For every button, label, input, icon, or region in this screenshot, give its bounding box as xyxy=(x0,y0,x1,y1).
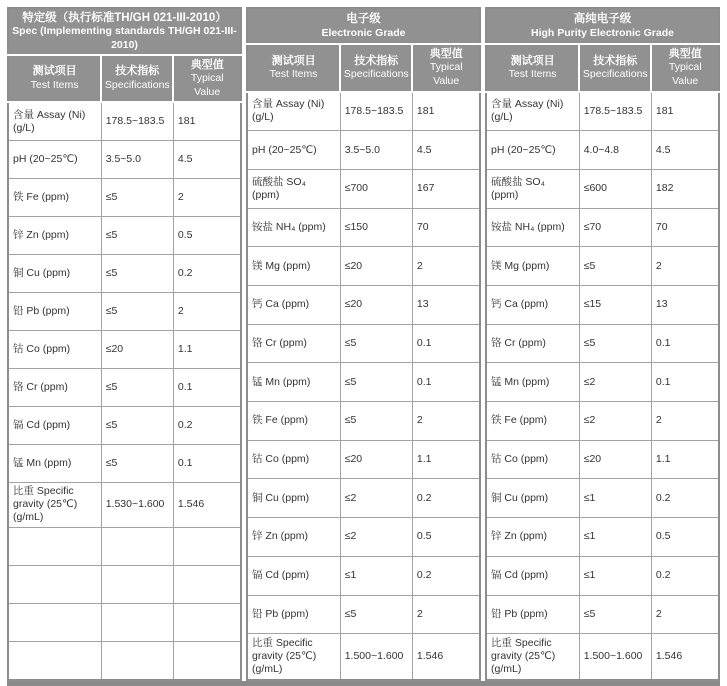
cell-specification: ≤5 xyxy=(101,217,173,255)
cell-test-item: 铁 Fe (ppm) xyxy=(247,402,340,441)
table-row xyxy=(8,369,241,407)
table-row xyxy=(8,565,241,603)
cell-typical-value: 1.546 xyxy=(651,634,719,680)
table-row xyxy=(486,440,719,479)
cell-test-item: 钴 Co (ppm) xyxy=(247,440,340,479)
column-header-zh: 测试项目 xyxy=(271,54,316,67)
grade-table-spec xyxy=(7,7,242,681)
cell-specification: ≤1 xyxy=(579,518,651,557)
cell-specification: ≤2 xyxy=(340,479,412,518)
group-title-zh: 电子级 xyxy=(346,13,381,26)
group-header-row xyxy=(486,8,719,44)
group-title-en: High Purity Electronic Grade xyxy=(531,26,674,39)
cell-specification: ≤1 xyxy=(579,479,651,518)
cell-typical-value: 2 xyxy=(412,402,480,441)
column-header-typical-value xyxy=(651,44,719,92)
column-header-typical-value xyxy=(173,55,241,103)
cell-test-item xyxy=(8,641,101,680)
table-row xyxy=(247,440,480,479)
table-row xyxy=(8,603,241,641)
table-row xyxy=(486,595,719,634)
cell-test-item: 比重 Specific gravity (25℃) (g/mL) xyxy=(486,634,579,680)
cell-typical-value: 70 xyxy=(651,208,719,247)
cell-typical-value: 0.1 xyxy=(412,363,480,402)
cell-typical-value: 182 xyxy=(651,169,719,208)
group-header xyxy=(8,8,241,55)
cell-test-item: 镁 Mg (ppm) xyxy=(247,247,340,286)
column-header-en: Specifications xyxy=(104,78,170,91)
table-row xyxy=(247,92,480,131)
cell-specification: ≤20 xyxy=(340,440,412,479)
column-header-test-items xyxy=(247,44,340,92)
cell-specification xyxy=(101,641,173,680)
column-header-en: Test Items xyxy=(30,78,79,91)
cell-specification: 1.500~1.600 xyxy=(579,634,651,680)
cell-typical-value: 0.2 xyxy=(651,479,719,518)
table-row xyxy=(8,141,241,179)
cell-typical-value: 1.1 xyxy=(651,440,719,479)
cell-specification: ≤5 xyxy=(579,247,651,286)
spec-table xyxy=(7,7,720,686)
cell-specification: ≤5 xyxy=(340,595,412,634)
cell-specification: 178.5~183.5 xyxy=(101,102,173,141)
cell-specification: 3.5~5.0 xyxy=(101,141,173,179)
cell-specification: ≤1 xyxy=(579,556,651,595)
cell-test-item: 锌 Zn (ppm) xyxy=(486,518,579,557)
cell-specification: 1.530~1.600 xyxy=(101,483,173,527)
grade-table-electronic xyxy=(246,7,481,681)
table-row xyxy=(247,518,480,557)
cell-typical-value: 4.5 xyxy=(173,141,241,179)
table-row xyxy=(8,217,241,255)
cell-test-item: 铜 Cu (ppm) xyxy=(247,479,340,518)
column-header-en: Typical Value xyxy=(668,61,702,87)
column-header-test-items xyxy=(486,44,579,92)
table-row xyxy=(8,445,241,483)
cell-typical-value: 1.1 xyxy=(412,440,480,479)
cell-test-item: 锌 Zn (ppm) xyxy=(8,217,101,255)
table-row xyxy=(247,363,480,402)
cell-specification: ≤5 xyxy=(101,293,173,331)
cell-test-item: 锰 Mn (ppm) xyxy=(247,363,340,402)
column-header-zh: 典型值 xyxy=(429,48,463,60)
table-row xyxy=(8,179,241,217)
cell-test-item: 锌 Zn (ppm) xyxy=(247,518,340,557)
cell-test-item: 钴 Co (ppm) xyxy=(8,331,101,369)
cell-test-item: 锰 Mn (ppm) xyxy=(486,363,579,402)
table-row xyxy=(486,363,719,402)
cell-test-item: 铁 Fe (ppm) xyxy=(8,179,101,217)
column-header-specifications xyxy=(101,55,173,103)
column-header-en: Specifications xyxy=(343,68,409,81)
cell-typical-value: 0.5 xyxy=(173,217,241,255)
cell-test-item: 比重 Specific gravity (25℃) (g/mL) xyxy=(8,483,101,527)
column-header-zh: 测试项目 xyxy=(32,65,77,78)
cell-typical-value: 181 xyxy=(412,92,480,131)
table-row xyxy=(486,634,719,680)
cell-test-item: 钴 Co (ppm) xyxy=(486,440,579,479)
cell-typical-value: 181 xyxy=(651,92,719,131)
cell-specification: ≤20 xyxy=(340,247,412,286)
cell-specification: 178.5~183.5 xyxy=(340,92,412,131)
cell-typical-value xyxy=(173,603,241,641)
group-title-zh: 高纯电子级 xyxy=(573,13,632,26)
cell-typical-value: 0.1 xyxy=(173,369,241,407)
cell-typical-value: 4.5 xyxy=(651,131,719,170)
cell-test-item: 钙 Ca (ppm) xyxy=(486,286,579,325)
cell-typical-value: 2 xyxy=(412,247,480,286)
cell-specification xyxy=(101,527,173,565)
cell-test-item: 锰 Mn (ppm) xyxy=(8,445,101,483)
cell-specification: 4.0~4.8 xyxy=(579,131,651,170)
cell-specification: ≤5 xyxy=(101,369,173,407)
group-title-zh: 特定级（执行标准TH/GH 021-III-2010） xyxy=(22,12,227,24)
cell-typical-value: 2 xyxy=(651,595,719,634)
table-row xyxy=(247,247,480,286)
cell-specification: ≤150 xyxy=(340,208,412,247)
cell-typical-value: 2 xyxy=(173,293,241,331)
cell-specification xyxy=(101,603,173,641)
cell-typical-value: 0.2 xyxy=(173,407,241,445)
cell-test-item: 铁 Fe (ppm) xyxy=(486,402,579,441)
cell-specification: ≤2 xyxy=(340,518,412,557)
group-header-row xyxy=(8,8,241,55)
group-title-en: Spec (Implementing standards TH/GH 021-III-2010) xyxy=(12,25,237,51)
column-header-zh: 技术指标 xyxy=(354,54,399,67)
cell-test-item: 镉 Cd (ppm) xyxy=(247,556,340,595)
group-header xyxy=(486,8,719,44)
table-row xyxy=(247,556,480,595)
cell-test-item: 铬 Cr (ppm) xyxy=(8,369,101,407)
cell-specification: 1.500~1.600 xyxy=(340,634,412,680)
cell-test-item: 铵盐 NH₄ (ppm) xyxy=(247,208,340,247)
cell-test-item: 镉 Cd (ppm) xyxy=(486,556,579,595)
table-row xyxy=(247,479,480,518)
table-row xyxy=(247,169,480,208)
cell-typical-value: 0.1 xyxy=(173,445,241,483)
table-row xyxy=(247,286,480,325)
grade-table-high-purity xyxy=(485,7,720,681)
cell-test-item: 含量 Assay (Ni) (g/L) xyxy=(8,102,101,141)
table-row xyxy=(486,208,719,247)
cell-specification: ≤20 xyxy=(579,440,651,479)
table-row xyxy=(247,634,480,680)
cell-specification: ≤5 xyxy=(340,402,412,441)
cell-typical-value: 13 xyxy=(651,286,719,325)
cell-typical-value: 0.2 xyxy=(412,479,480,518)
column-header-zh: 典型值 xyxy=(668,48,702,60)
table-row xyxy=(247,208,480,247)
table-row xyxy=(486,169,719,208)
cell-test-item: 含量 Assay (Ni) (g/L) xyxy=(247,92,340,131)
cell-test-item: pH (20~25℃) xyxy=(8,141,101,179)
cell-typical-value: 2 xyxy=(651,402,719,441)
table-row xyxy=(8,102,241,141)
cell-specification: ≤5 xyxy=(101,255,173,293)
cell-test-item: 钙 Ca (ppm) xyxy=(247,286,340,325)
cell-typical-value: 13 xyxy=(412,286,480,325)
cell-typical-value: 181 xyxy=(173,102,241,141)
cell-typical-value: 4.5 xyxy=(412,131,480,170)
column-header-specifications xyxy=(579,44,651,92)
cell-test-item: 铵盐 NH₄ (ppm) xyxy=(486,208,579,247)
cell-specification: ≤5 xyxy=(101,179,173,217)
table-row xyxy=(247,324,480,363)
group-title-en: Electronic Grade xyxy=(321,26,406,39)
cell-test-item: pH (20~25℃) xyxy=(486,131,579,170)
cell-specification: ≤5 xyxy=(340,363,412,402)
column-header-test-items xyxy=(8,55,101,103)
cell-test-item xyxy=(8,603,101,641)
cell-typical-value: 70 xyxy=(412,208,480,247)
cell-typical-value: 1.546 xyxy=(173,483,241,527)
column-header-row xyxy=(247,44,480,92)
cell-typical-value: 0.1 xyxy=(651,324,719,363)
cell-specification: ≤1 xyxy=(340,556,412,595)
cell-typical-value: 0.2 xyxy=(412,556,480,595)
cell-test-item: 含量 Assay (Ni) (g/L) xyxy=(486,92,579,131)
cell-typical-value xyxy=(173,565,241,603)
table-row xyxy=(247,131,480,170)
table-row xyxy=(8,641,241,680)
table-row xyxy=(486,518,719,557)
table-row xyxy=(8,407,241,445)
cell-test-item: 比重 Specific gravity (25℃) (g/mL) xyxy=(247,634,340,680)
cell-test-item: 铅 Pb (ppm) xyxy=(486,595,579,634)
cell-test-item: pH (20~25℃) xyxy=(247,131,340,170)
column-header-en: Test Items xyxy=(269,68,318,81)
table-row xyxy=(8,255,241,293)
group-header-row xyxy=(247,8,480,44)
group-header xyxy=(247,8,480,44)
cell-test-item: 铬 Cr (ppm) xyxy=(247,324,340,363)
column-header-zh: 测试项目 xyxy=(510,54,555,67)
cell-typical-value: 0.1 xyxy=(412,324,480,363)
table-row xyxy=(486,324,719,363)
cell-typical-value: 0.1 xyxy=(651,363,719,402)
cell-specification: ≤700 xyxy=(340,169,412,208)
table-row xyxy=(8,293,241,331)
cell-specification: ≤70 xyxy=(579,208,651,247)
column-header-en: Specifications xyxy=(582,68,648,81)
table-row xyxy=(247,595,480,634)
cell-typical-value xyxy=(173,527,241,565)
cell-specification xyxy=(101,565,173,603)
table-row xyxy=(486,247,719,286)
cell-typical-value: 0.2 xyxy=(173,255,241,293)
cell-specification: ≤2 xyxy=(579,363,651,402)
column-header-specifications xyxy=(340,44,412,92)
cell-specification: 178.5~183.5 xyxy=(579,92,651,131)
cell-test-item: 硫酸盐 SO₄ (ppm) xyxy=(486,169,579,208)
cell-specification: ≤5 xyxy=(579,595,651,634)
table-row xyxy=(8,331,241,369)
cell-specification: ≤2 xyxy=(579,402,651,441)
column-header-typical-value xyxy=(412,44,480,92)
table-row xyxy=(486,131,719,170)
cell-specification: 3.5~5.0 xyxy=(340,131,412,170)
table-row xyxy=(247,402,480,441)
cell-typical-value: 0.2 xyxy=(651,556,719,595)
cell-specification: ≤5 xyxy=(340,324,412,363)
cell-test-item xyxy=(8,565,101,603)
cell-typical-value: 0.5 xyxy=(412,518,480,557)
cell-specification: ≤5 xyxy=(101,445,173,483)
column-header-zh: 技术指标 xyxy=(593,54,638,67)
table-row xyxy=(8,527,241,565)
cell-typical-value: 1.1 xyxy=(173,331,241,369)
table-row xyxy=(8,483,241,527)
cell-specification: ≤20 xyxy=(340,286,412,325)
column-header-row xyxy=(8,55,241,103)
cell-typical-value: 167 xyxy=(412,169,480,208)
cell-typical-value: 1.546 xyxy=(412,634,480,680)
cell-typical-value: 0.5 xyxy=(651,518,719,557)
cell-specification: ≤600 xyxy=(579,169,651,208)
cell-test-item xyxy=(8,527,101,565)
cell-test-item: 铜 Cu (ppm) xyxy=(8,255,101,293)
cell-test-item: 镉 Cd (ppm) xyxy=(8,407,101,445)
cell-test-item: 铅 Pb (ppm) xyxy=(8,293,101,331)
table-row xyxy=(486,286,719,325)
column-header-zh: 技术指标 xyxy=(115,65,160,78)
table-row xyxy=(486,92,719,131)
cell-typical-value xyxy=(173,641,241,680)
column-header-row xyxy=(486,44,719,92)
column-header-zh: 典型值 xyxy=(190,58,224,71)
cell-test-item: 硫酸盐 SO₄ (ppm) xyxy=(247,169,340,208)
table-row xyxy=(486,402,719,441)
column-header-en: Test Items xyxy=(508,68,557,81)
cell-specification: ≤20 xyxy=(101,331,173,369)
column-header-en: Typical Value xyxy=(190,71,224,98)
cell-typical-value: 2 xyxy=(173,179,241,217)
cell-typical-value: 2 xyxy=(651,247,719,286)
cell-typical-value: 2 xyxy=(412,595,480,634)
table-row xyxy=(486,556,719,595)
cell-specification: ≤15 xyxy=(579,286,651,325)
table-row xyxy=(486,479,719,518)
cell-specification: ≤5 xyxy=(101,407,173,445)
cell-test-item: 铬 Cr (ppm) xyxy=(486,324,579,363)
cell-test-item: 镁 Mg (ppm) xyxy=(486,247,579,286)
cell-test-item: 铜 Cu (ppm) xyxy=(486,479,579,518)
column-header-en: Typical Value xyxy=(429,61,463,87)
cell-test-item: 铅 Pb (ppm) xyxy=(247,595,340,634)
cell-specification: ≤5 xyxy=(579,324,651,363)
